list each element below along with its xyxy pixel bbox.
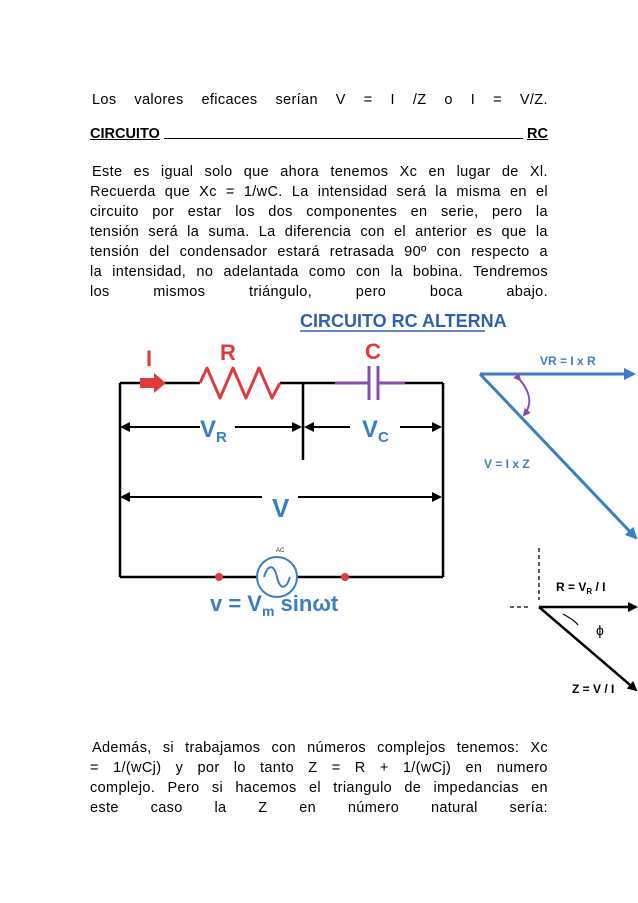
word: tenemos (330, 164, 389, 180)
word: no (196, 264, 214, 280)
word: por (197, 760, 220, 776)
word: pero (491, 204, 523, 220)
word: R (354, 760, 366, 776)
word: los (90, 284, 110, 300)
phasor-z-label: Z = V / I (572, 682, 615, 696)
word: que (164, 184, 191, 200)
word: 1/wC. (243, 184, 283, 200)
word: sería: (509, 800, 548, 816)
intro-line (92, 92, 548, 108)
word: triángulo, (248, 284, 313, 300)
word: respecto (471, 244, 530, 260)
word: números (307, 740, 367, 756)
word: como (308, 264, 346, 280)
word: a (539, 244, 548, 260)
word: La (291, 184, 309, 200)
resistor-icon (200, 368, 280, 398)
word: los (235, 204, 255, 220)
word: tanto (260, 760, 294, 776)
word: pero (355, 284, 387, 300)
word: circuito (90, 204, 139, 220)
voltage-triangle (480, 374, 636, 538)
word: serían (275, 92, 318, 108)
word: Recuerda (90, 184, 156, 200)
word: componentes (306, 204, 398, 220)
source-equation: $v = V_m$ sinωt (210, 591, 339, 619)
word: la (187, 224, 200, 240)
word: Xc (530, 740, 548, 756)
word: Además, (92, 740, 152, 756)
word: impedancias (433, 780, 519, 796)
word: La (258, 224, 276, 240)
word: del (149, 244, 170, 260)
capacitor-label: C (365, 339, 381, 364)
word: Pero (167, 780, 200, 796)
word: tensión (90, 244, 140, 260)
word: si (211, 780, 224, 796)
phasor-r-label: $R = V_R / I$ (556, 580, 606, 596)
word: Los (92, 92, 117, 108)
v-label: V (272, 493, 290, 523)
word: y (175, 760, 184, 776)
word: bobina. (412, 264, 463, 280)
word: en (410, 204, 428, 220)
triangle-hypotenuse-label: V = I x Z (484, 457, 530, 471)
word: Xc (199, 184, 217, 200)
word: el (308, 780, 321, 796)
angle-arc-icon (520, 380, 529, 415)
word: el (393, 224, 406, 240)
word: Este (92, 164, 123, 180)
paragraph-line (90, 244, 548, 260)
word: la (214, 800, 227, 816)
word: será (396, 184, 427, 200)
word: en (509, 184, 527, 200)
word: 1/(wCj) (402, 760, 452, 776)
vc-label: $V_C$ (362, 416, 389, 446)
terminal-right (341, 573, 349, 581)
word: condensador (179, 244, 268, 260)
word: Xl. (529, 164, 548, 180)
word: boca (429, 284, 463, 300)
word: = (225, 184, 235, 200)
paragraph-line (90, 284, 548, 300)
word: Tendremos (473, 264, 548, 280)
figure-title: CIRCUITO RC ALTERNA (300, 311, 507, 331)
word: intensidad (317, 184, 388, 200)
word: = (363, 92, 373, 108)
word: con (355, 264, 381, 280)
word: estará (277, 244, 320, 260)
word: ahora (280, 164, 320, 180)
word: suma. (208, 224, 250, 240)
section-title-left: CIRCUITO (90, 126, 160, 142)
word: lo (233, 760, 246, 776)
word: en (299, 800, 317, 816)
word: /Z (412, 92, 427, 108)
word: natural (430, 800, 478, 816)
impedance-phasor (510, 548, 636, 690)
word: la (535, 204, 548, 220)
word: en (428, 164, 446, 180)
word: dos (268, 204, 293, 220)
paragraph-line (90, 184, 548, 200)
word: misma (456, 184, 501, 200)
word: o (444, 92, 453, 108)
word: que (243, 164, 270, 180)
word: serie, (440, 204, 479, 220)
word: la (435, 184, 448, 200)
word: si (162, 740, 174, 756)
word: 1/(wCj) (113, 760, 162, 776)
rc-circuit-figure (0, 300, 638, 700)
word: complejo. (90, 780, 156, 796)
word: Xc (399, 164, 418, 180)
word: de (501, 164, 519, 180)
word: con (436, 244, 462, 260)
word: eficaces (201, 92, 258, 108)
word: solo (204, 164, 233, 180)
terminal-left (215, 573, 223, 581)
word: Z (258, 800, 268, 816)
triangle-top-label: VR = I x R (540, 354, 596, 368)
word: tenemos: (456, 740, 520, 756)
section-title-right: RC (527, 126, 548, 142)
word: es (476, 224, 493, 240)
word: triangulo (333, 780, 393, 796)
word: lugar (456, 164, 491, 180)
word: este (90, 800, 119, 816)
paragraph-line (90, 800, 548, 816)
paragraph-line (90, 204, 548, 220)
word: el (535, 184, 548, 200)
paragraph-line (92, 164, 548, 180)
word: la (535, 224, 548, 240)
word: anterior (415, 224, 468, 240)
paragraph-line (90, 264, 548, 280)
word: = (331, 760, 341, 776)
word: trabajamos (185, 740, 261, 756)
word: es (133, 164, 150, 180)
word: que (501, 224, 527, 240)
word: hacemos (235, 780, 297, 796)
word: V/Z. (519, 92, 548, 108)
word: número (347, 800, 400, 816)
word: caso (150, 800, 183, 816)
word: la (90, 264, 102, 280)
word: intensidad, (112, 264, 187, 280)
word: I (390, 92, 395, 108)
word: = (493, 92, 502, 108)
paragraph-line (90, 760, 548, 776)
paragraph-line (92, 740, 548, 756)
word: mismos (153, 284, 206, 300)
word: de (404, 780, 422, 796)
word: 90º (404, 244, 427, 260)
section-title (90, 126, 548, 142)
title-underline (164, 126, 523, 139)
word: complejos (377, 740, 446, 756)
word: la (390, 264, 403, 280)
word: en (531, 780, 548, 796)
paragraph-line (90, 780, 548, 796)
word: I (470, 92, 476, 108)
word: abajo. (506, 284, 548, 300)
word: = (90, 760, 99, 776)
word: + (379, 760, 389, 776)
phi-label: ϕ (596, 622, 604, 638)
current-arrow-icon (140, 373, 166, 393)
word: adelantada (223, 264, 299, 280)
resistor-label: R (220, 340, 236, 365)
word: diferencia (284, 224, 352, 240)
word: valores (134, 92, 184, 108)
word: Z (308, 760, 318, 776)
word: retrasada (329, 244, 395, 260)
word: con (360, 224, 385, 240)
word: será (148, 224, 178, 240)
capacitor-icon (335, 366, 405, 400)
word: igual (160, 164, 194, 180)
vr-label: $V_R$ (200, 416, 227, 446)
word: numero (496, 760, 548, 776)
word: por (152, 204, 175, 220)
ac-source-tag: AC (276, 548, 285, 554)
paragraph-line (90, 224, 548, 240)
word: estar (187, 204, 222, 220)
word: en (465, 760, 483, 776)
word: V (335, 92, 346, 108)
word: tensión (90, 224, 140, 240)
current-label: I (146, 346, 153, 371)
word: con (271, 740, 296, 756)
